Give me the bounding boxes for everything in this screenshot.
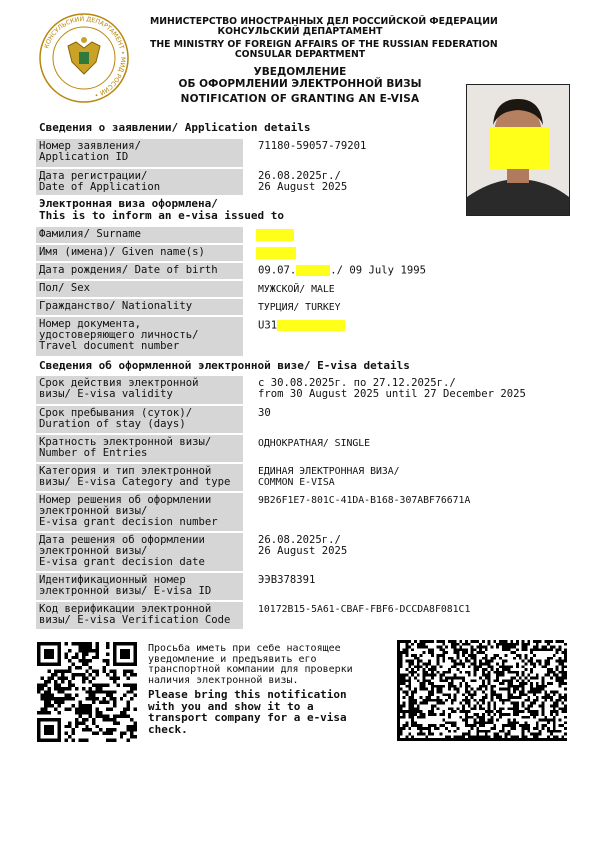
label-evisa-category: Категория и тип электронной визы/ E-visa Category and type <box>36 464 243 491</box>
qr-code <box>37 642 137 742</box>
section-issued-ru: Электронная виза оформлена/ <box>39 197 218 210</box>
value-evisa-validity: с 30.08.2025г. по 27.12.2025г./ from 30 August 2025 until 27 December 2025 <box>258 377 526 400</box>
doc-number-redaction <box>277 320 345 331</box>
value-application-id: 71180-59057-79201 <box>258 140 367 152</box>
doc-number-prefix: U31 <box>258 319 278 332</box>
value-number-of-entries: ОДНОКРАТНАЯ/ SINGLE <box>258 438 371 449</box>
photo-redaction <box>489 127 549 169</box>
label-evisa-id: Идентификационный номер электронной визы/ E-visa ID <box>36 573 243 600</box>
header-department-ru: КОНСУЛЬСКИЙ ДЕПАРТАМЕНТ <box>217 26 383 37</box>
note-en: Please bring this notification with you and show it to a transport company for a e-visa check. <box>148 688 347 736</box>
label-travel-document: Номер документа, удостоверяющего личность/ Travel document number <box>36 317 243 356</box>
label-duration-of-stay: Срок пребывания (суток)/ Duration of stay (days) <box>36 406 243 433</box>
header-ministry-ru: МИНИСТЕРСТВО ИНОСТРАННЫХ ДЕЛ РОССИЙСКОЙ ФЕДЕРАЦИИ <box>150 16 498 27</box>
label-evisa-validity: Срок действия электронной визы/ E-visa validity <box>36 376 243 404</box>
title-ru-line2: ОБ ОФОРМЛЕНИИ ЭЛЕКТРОННОЙ ВИЗЫ <box>178 78 422 90</box>
label-grant-decision-date: Дата решения об оформлении электронной визы/ E-visa grant decision date <box>36 533 243 571</box>
applicant-photo <box>466 84 570 216</box>
consular-seal-emblem <box>38 12 130 104</box>
value-duration-of-stay: 30 <box>258 407 271 419</box>
value-travel-document <box>258 320 345 332</box>
value-evisa-id: ЭЭВ378391 <box>258 574 316 586</box>
given-names-redaction <box>256 247 296 259</box>
value-date-of-application: 26.08.2025г./ 26 August 2025 <box>258 170 348 193</box>
dob-rest: ./ 09 July 1995 <box>330 264 426 277</box>
svg-text:КОНСУЛЬСКИЙ ДЕПАРТАМЕНТ • МИД: КОНСУЛЬСКИЙ ДЕПАРТАМЕНТ • МИД РОССИИ • <box>43 15 127 99</box>
label-sex: Пол/ Sex <box>36 281 243 297</box>
label-date-of-application: Дата регистрации/ Date of Application <box>36 169 243 195</box>
label-nationality: Гражданство/ Nationality <box>36 299 243 315</box>
header-ministry-en: THE MINISTRY OF FOREIGN AFFAIRS OF THE RUSSIAN FEDERATION <box>150 39 498 50</box>
dob-day-month: 09.07. <box>258 264 297 277</box>
title-en: NOTIFICATION OF GRANTING AN E-VISA <box>180 93 420 105</box>
header-department-en: CONSULAR DEPARTMENT <box>234 49 366 60</box>
surname-redaction <box>256 229 294 241</box>
label-application-id: Номер заявления/ Application ID <box>36 139 243 167</box>
section-application-details: Сведения о заявлении/ Application details <box>39 121 311 134</box>
value-sex: МУЖСКОЙ/ MALE <box>258 284 335 295</box>
label-surname: Фамилия/ Surname <box>36 227 243 243</box>
value-date-of-birth <box>258 265 426 277</box>
section-evisa-details: Сведения об оформленной электронной визе/ E-visa details <box>39 359 410 372</box>
label-number-of-entries: Кратность электронной визы/ Number of Entries <box>36 435 243 462</box>
note-ru: Просьба иметь при себе настоящее уведомление и предъявить его транспортной компании для проверки наличия электронной визы. <box>148 643 353 686</box>
value-verification-code: 10172B15-5A61-CBAF-FBF6-DCCDA8F081C1 <box>258 604 471 615</box>
label-given-names: Имя (имена)/ Given name(s) <box>36 245 243 261</box>
value-grant-decision-number: 9B26F1E7-801C-41DA-B168-307ABF76671A <box>258 495 471 506</box>
value-grant-decision-date: 26.08.2025г./ 26 August 2025 <box>258 534 348 557</box>
dob-year-redaction <box>296 265 330 276</box>
datamatrix-barcode <box>397 640 567 741</box>
title-ru-line1: УВЕДОМЛЕНИЕ <box>253 66 347 78</box>
section-issued-en: This is to inform an e-visa issued to <box>39 209 285 222</box>
value-nationality: ТУРЦИЯ/ TURKEY <box>258 302 341 313</box>
label-grant-decision-number: Номер решения об оформлении электронной визы/ E-visa grant decision number <box>36 493 243 531</box>
label-date-of-birth: Дата рождения/ Date of birth <box>36 263 243 279</box>
value-evisa-category: ЕДИНАЯ ЭЛЕКТРОННАЯ ВИЗА/ COMMON E-VISA <box>258 466 400 488</box>
label-verification-code: Код верификации электронной визы/ E-visa Verification Code <box>36 602 243 629</box>
